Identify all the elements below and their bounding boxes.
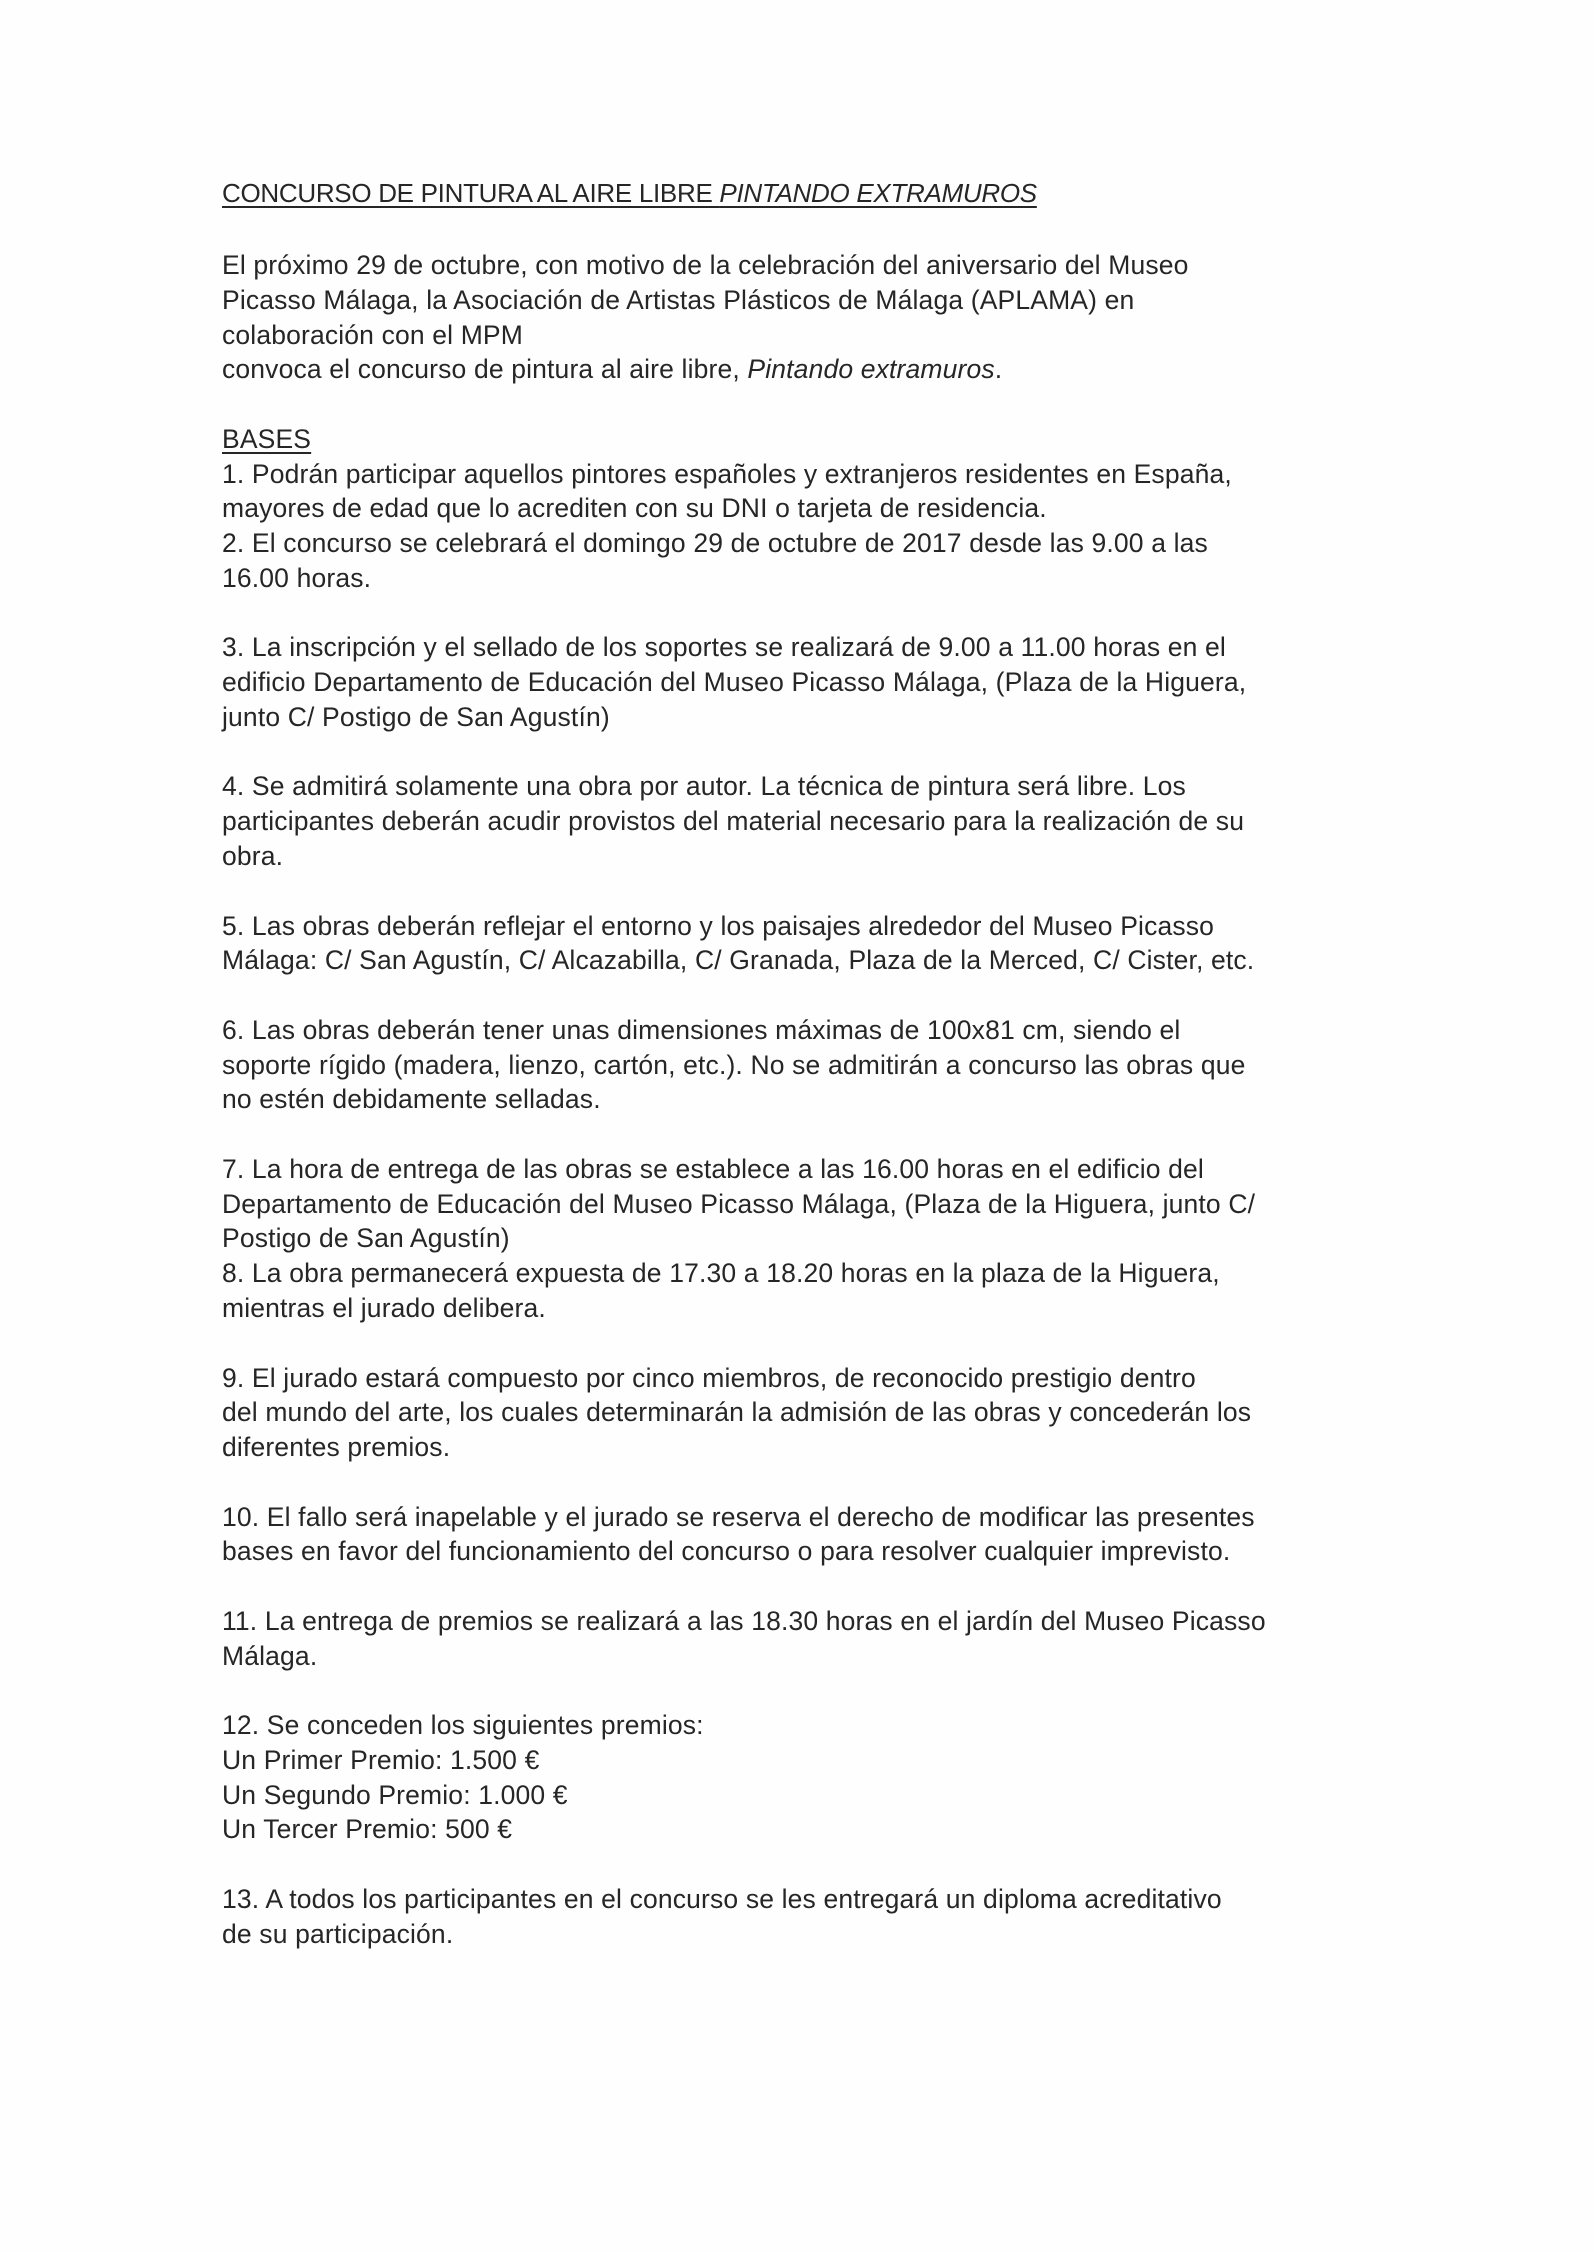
base-item-9 [222, 1361, 1266, 1465]
item-line: Málaga: C/ San Agustín, C/ Alcazabilla, C/ Granada, Plaza de la Merced, C/ Cister, etc. [222, 945, 1255, 976]
bases-heading-text: BASES [222, 423, 312, 454]
item-line: 11. La entrega de premios se realizará a las 18.30 horas en el jardín del Museo Picasso [222, 1605, 1266, 1636]
base-item-2 [222, 526, 1266, 596]
intro-line: El próximo 29 de octubre, con motivo de la celebración del aniversario del Museo [222, 250, 1189, 280]
spacer [222, 1326, 1266, 1361]
base-item-1 [222, 457, 1266, 527]
item-line: 4. Se admitirá solamente una obra por autor. La técnica de pintura será libre. Los [222, 771, 1186, 802]
item-line: mientras el jurado delibera. [222, 1292, 546, 1323]
title-italic: PINTANDO EXTRAMUROS [719, 178, 1037, 208]
base-item-7 [222, 1152, 1266, 1256]
item-line: 1. Podrán participar aquellos pintores españoles y extranjeros residentes en España, [222, 458, 1232, 489]
base-item-6 [222, 1013, 1266, 1117]
document-body [222, 248, 1266, 1952]
item-line: obra. [222, 841, 284, 872]
spacer [222, 1847, 1266, 1882]
item-line: 9. El jurado estará compuesto por cinco miembros, de reconocido prestigio dentro [222, 1362, 1196, 1393]
item-line: de su participación. [222, 1918, 454, 1949]
item-line: participantes deberán acudir provistos del material necesario para la realización de su [222, 806, 1245, 837]
item-line: diferentes premios. [222, 1432, 451, 1463]
item-line: 5. Las obras deberán reflejar el entorno y los paisajes alrededor del Museo Picasso [222, 910, 1215, 941]
base-item-10 [222, 1500, 1266, 1570]
base-item-3 [222, 630, 1266, 734]
item-line: 2. El concurso se celebrará el domingo 29 de octubre de 2017 desde las 9.00 a las [222, 528, 1208, 559]
item-line: edificio Departamento de Educación del Museo Picasso Málaga, (Plaza de la Higuera, [222, 667, 1247, 698]
base-item-5 [222, 909, 1266, 979]
spacer [222, 1569, 1266, 1604]
item-line: del mundo del arte, los cuales determinarán la admisión de las obras y concederán los [222, 1397, 1252, 1428]
base-item-4 [222, 769, 1266, 873]
item-line: 3. La inscripción y el sellado de los soportes se realizará de 9.00 a 11.00 horas en el [222, 632, 1226, 663]
item-line: 13. A todos los participantes en el concurso se les entregará un diploma acreditativo [222, 1883, 1222, 1914]
item-line: 6. Las obras deberán tener unas dimensiones máximas de 100x81 cm, siendo el [222, 1014, 1181, 1045]
spacer [222, 1117, 1266, 1152]
base-item-12 [222, 1708, 1266, 1847]
prize-first: Un Primer Premio: 1.500 € [222, 1744, 540, 1775]
item-line: Postigo de San Agustín) [222, 1223, 510, 1254]
base-item-8 [222, 1256, 1266, 1326]
document-title [222, 176, 1037, 210]
intro-last-suffix: . [994, 354, 1003, 385]
item-line: no estén debidamente selladas. [222, 1084, 601, 1115]
item-line: 7. La hora de entrega de las obras se establece a las 16.00 horas en el edificio del [222, 1153, 1204, 1184]
item-line: bases en favor del funcionamiento del concurso o para resolver cualquier imprevisto. [222, 1536, 1231, 1567]
intro-line [222, 352, 1266, 387]
prize-second: Un Segundo Premio: 1.000 € [222, 1779, 568, 1810]
title-main: CONCURSO DE PINTURA AL AIRE LIBRE [222, 178, 720, 208]
bases-heading [222, 422, 1266, 457]
spacer [222, 978, 1266, 1013]
spacer [222, 1465, 1266, 1500]
spacer [222, 874, 1266, 909]
item-line: mayores de edad que lo acrediten con su DNI o tarjeta de residencia. [222, 493, 1047, 524]
intro-line: Picasso Málaga, la Asociación de Artistas Plásticos de Málaga (APLAMA) en [222, 284, 1135, 315]
base-item-13 [222, 1882, 1266, 1952]
item-line: 8. La obra permanecerá expuesta de 17.30 a 18.20 horas en la plaza de la Higuera, [222, 1258, 1220, 1289]
item-line: Departamento de Educación del Museo Picasso Málaga, (Plaza de la Higuera, junto C/ [222, 1188, 1256, 1219]
item-line: junto C/ Postigo de San Agustín) [222, 701, 610, 732]
spacer [222, 1673, 1266, 1708]
intro-last-prefix: convoca el concurso de pintura al aire libre, [222, 354, 748, 385]
item-line: 16.00 horas. [222, 562, 372, 593]
prize-third: Un Tercer Premio: 500 € [222, 1814, 513, 1845]
spacer [222, 387, 1266, 422]
intro-line: colaboración con el MPM [222, 319, 523, 350]
item-line: Málaga. [222, 1640, 318, 1671]
item-line: 12. Se conceden los siguientes premios: [222, 1710, 704, 1741]
spacer [222, 596, 1266, 631]
intro-last-italic: Pintando extramuros [747, 354, 995, 385]
item-line: 10. El fallo será inapelable y el jurado se reserva el derecho de modificar las presentes [222, 1501, 1255, 1532]
intro-paragraph [222, 248, 1266, 387]
base-item-11 [222, 1604, 1266, 1674]
item-line: soporte rígido (madera, lienzo, cartón, etc.). No se admitirán a concurso las obras que [222, 1049, 1246, 1080]
spacer [222, 735, 1266, 770]
